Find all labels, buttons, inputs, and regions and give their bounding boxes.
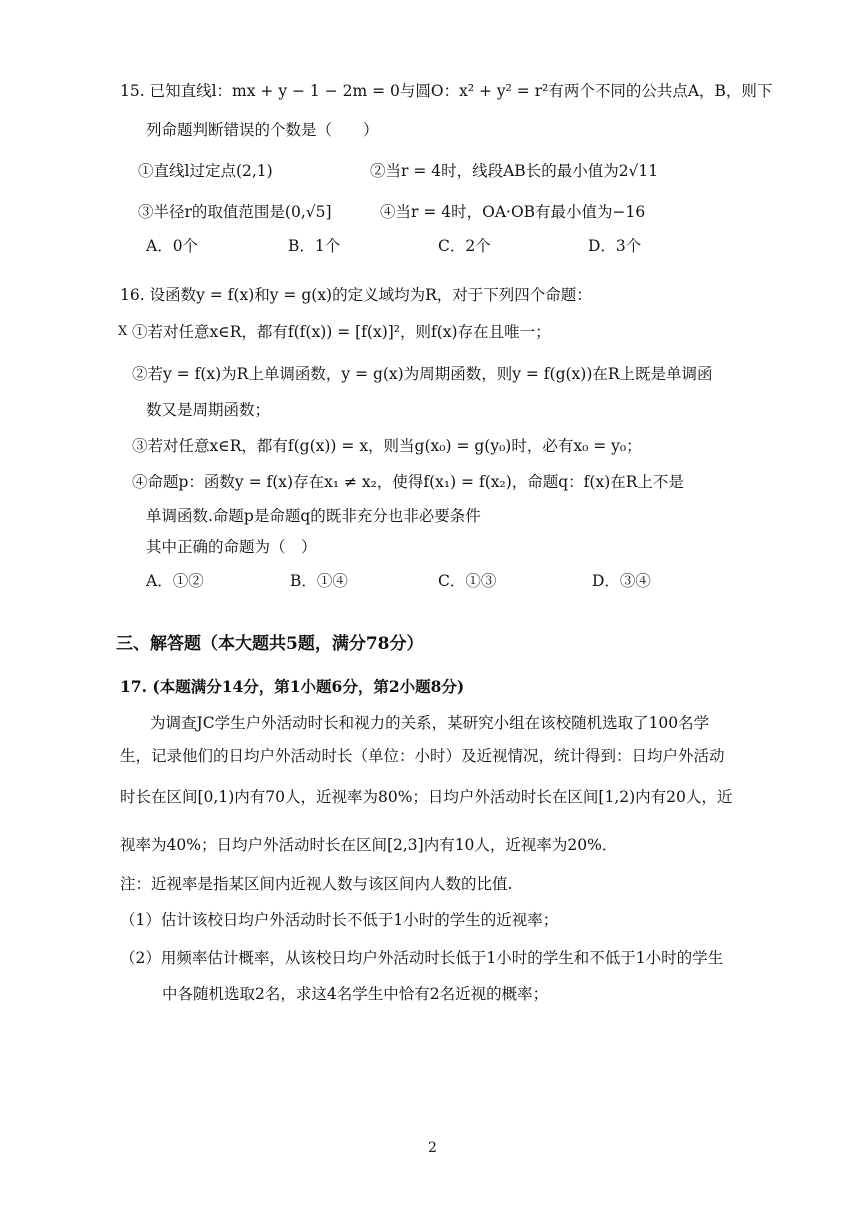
q15-option-c: C．2个 bbox=[438, 237, 491, 255]
q17-paragraph-line2: 生，记录他们的日均户外活动时长（单位：小时）及近视情况，统计得到：日均户外活动 bbox=[120, 747, 725, 765]
q15-line1: 15. 已知直线l：mx + y − 1 − 2m = 0与圆O：x² + y² = r²有两个不同的公共点A，B，则下 bbox=[120, 82, 773, 100]
q16-statement-1: ①若对任意x∈R，都有f(f(x)) = [f(x)]²，则f(x)存在且唯一； bbox=[132, 323, 551, 341]
q15-line2: 列命题判断错误的个数是（ ） bbox=[146, 121, 379, 139]
q15-statement-2: ②当r = 4时，线段AB长的最小值为2√11 bbox=[370, 162, 659, 180]
q17-note: 注：近视率是指某区间内近视人数与该区间内人数的比值. bbox=[120, 875, 513, 893]
q16-option-b: B．①④ bbox=[290, 572, 348, 590]
q16-statement-4a: ④命题p：函数y = f(x)存在x₁ ≠ x₂，使得f(x₁) = f(x₂)，命题q：f(x)在R上不是 bbox=[132, 473, 684, 491]
q17-paragraph-line3: 时长在区间[0,1)内有70人，近视率为80%；日均户外活动时长在区间[1,2)内有20人，近 bbox=[120, 788, 733, 806]
q17-subquestion-1: （1）估计该校日均户外活动时长不低于1小时的学生的近视率； bbox=[120, 911, 559, 929]
q17-header: 17. (本题满分14分，第1小题6分，第2小题8分) bbox=[120, 677, 465, 696]
q15-statement-4: ④当r = 4时，OA·OB有最小值为−16 bbox=[380, 203, 646, 221]
q16-statement-2b: 数又是周期函数； bbox=[146, 401, 271, 419]
q16-statement-2a: ②若y = f(x)为R上单调函数，y = g(x)为周期函数，则y = f(g(x))在R上既是单调函 bbox=[132, 365, 713, 383]
q15-option-a: A．0个 bbox=[146, 237, 199, 255]
q16-statement-3: ③若对任意x∈R，都有f(g(x)) = x，则当g(x₀) = g(y₀)时，必有x₀ = y₀； bbox=[132, 437, 642, 455]
q17-paragraph-line1: 为调查JC学生户外活动时长和视力的关系，某研究小组在该校随机选取了100名学 bbox=[150, 714, 710, 732]
page-number: 2 bbox=[428, 1140, 437, 1156]
section-title: 三、解答题（本大题共5题，满分78分） bbox=[116, 634, 424, 654]
handwritten-x-mark: X bbox=[118, 324, 128, 339]
q15-option-d: D．3个 bbox=[588, 237, 642, 255]
q17-paragraph-line4: 视率为40%；日均户外活动时长在区间[2,3]内有10人，近视率为20%． bbox=[120, 836, 618, 854]
q17-subquestion-2b: 中各随机选取2名，求这4名学生中恰有2名近视的概率； bbox=[162, 985, 549, 1003]
q16-option-d: D．③④ bbox=[592, 572, 651, 590]
q15-statement-1: ①直线l过定点(2,1) bbox=[138, 162, 273, 180]
q15-option-b: B．1个 bbox=[288, 237, 341, 255]
q16-option-c: C．①③ bbox=[438, 572, 497, 590]
q16-option-a: A．①② bbox=[146, 572, 204, 590]
q15-statement-3: ③半径r的取值范围是(0,√5] bbox=[138, 203, 332, 221]
q17-subquestion-2a: （2）用频率估计概率，从该校日均户外活动时长低于1小时的学生和不低于1小时的学生 bbox=[120, 949, 724, 967]
q16-stem: 其中正确的命题为（ ） bbox=[146, 538, 317, 556]
q16-statement-4b: 单调函数.命题p是命题q的既非充分也非必要条件 bbox=[146, 507, 481, 525]
q16-line1: 16. 设函数y = f(x)和y = g(x)的定义域均为R，对于下列四个命题： bbox=[120, 286, 592, 304]
